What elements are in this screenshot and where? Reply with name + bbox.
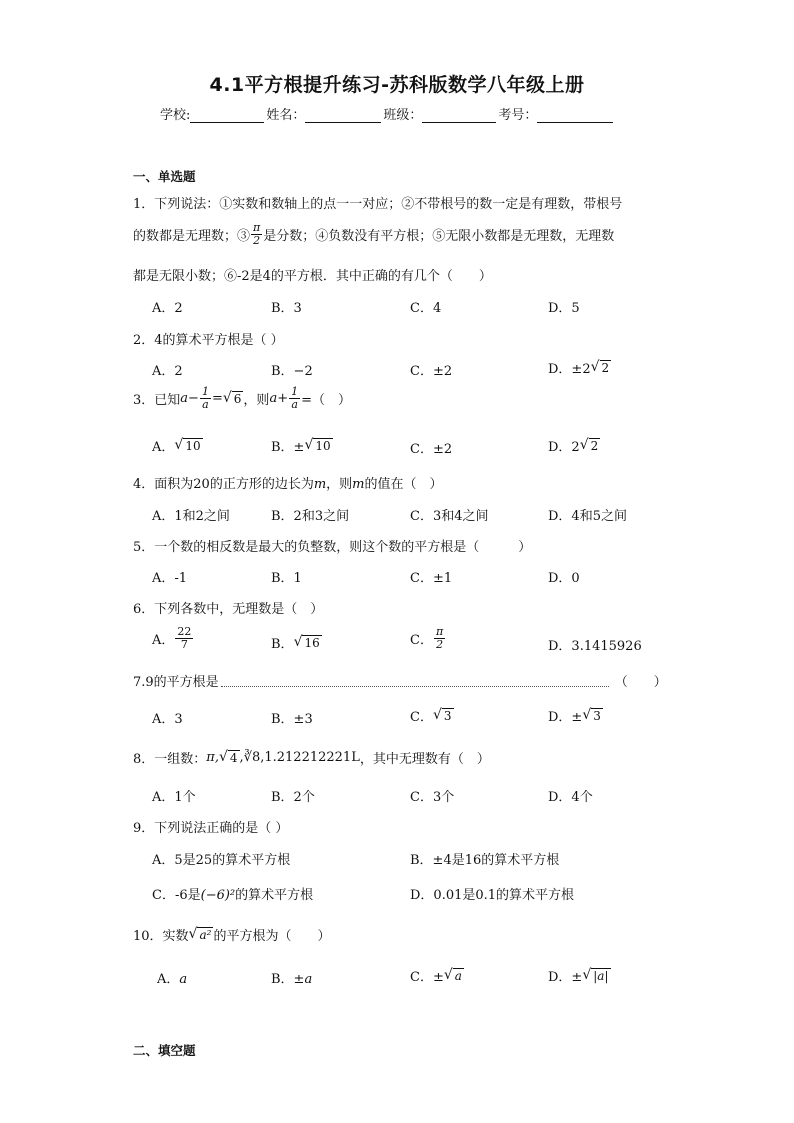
radicand: 10 — [185, 439, 201, 453]
radicand: 4 — [229, 751, 238, 765]
option-label: C．-6是 — [152, 888, 201, 903]
q3-text: =（ ） — [301, 393, 352, 408]
school-blank[interactable] — [190, 108, 264, 123]
q10-text: 10．实数 — [133, 929, 189, 944]
q9-option-b[interactable]: B．±4是16的算术平方根 — [410, 853, 560, 868]
sqrt: √ |a| — [582, 967, 609, 983]
q6-option-c[interactable] — [410, 626, 446, 651]
q3-option-b[interactable] — [271, 436, 333, 455]
option-label: B． — [271, 637, 294, 652]
option-label: C． — [410, 710, 433, 725]
radicand: 10 — [315, 439, 331, 453]
q1-option-a[interactable]: A．2 — [152, 301, 183, 316]
q3-option-a[interactable] — [152, 436, 203, 455]
q1-option-b[interactable]: B．3 — [271, 301, 302, 316]
frac-numerator: 1 — [291, 385, 299, 398]
option-label: B．± — [271, 440, 305, 455]
q3-text: ，则 — [243, 393, 270, 408]
q1-text: 是分数；④负数没有平方根；⑤无限小数都是无理数，无理数 — [263, 229, 615, 244]
q8-text: 8．一组数： — [133, 752, 207, 767]
option-text: 的算术平方根 — [235, 888, 314, 903]
option-label: C． — [410, 633, 433, 648]
var-m: m — [313, 477, 327, 492]
number-blank[interactable] — [537, 108, 613, 123]
option-label: C．± — [410, 970, 444, 985]
q1-fraction — [251, 222, 262, 247]
q7-text: 7.9的平方根是 — [133, 675, 219, 690]
seq-rest: ,∛8,1.212212221L — [239, 750, 360, 765]
sqrt: √ 2 — [579, 437, 599, 453]
section-heading-fill-blank: 二、填空题 — [133, 1043, 196, 1058]
sqrt: √ 10 — [174, 437, 201, 453]
q8-text: ，其中无理数有（ ） — [359, 752, 490, 767]
q10-text: 的平方根为（ ） — [213, 929, 331, 944]
school-label: 学校: — [160, 108, 191, 123]
q8-stem — [133, 748, 490, 767]
q8-option-b[interactable]: B．2个 — [271, 790, 315, 805]
q2-option-d[interactable] — [548, 358, 611, 377]
q6-stem: 6．下列各数中，无理数是（ ） — [133, 602, 324, 617]
q2-option-c[interactable]: C．±2 — [410, 364, 453, 379]
q7-option-b[interactable]: B．±3 — [271, 712, 313, 727]
q8-option-c[interactable]: C．3个 — [410, 790, 455, 805]
q10-option-b[interactable] — [271, 968, 312, 987]
q5-option-a[interactable]: A．-1 — [152, 571, 188, 586]
q9-stem: 9．下列说法正确的是（ ） — [133, 821, 289, 836]
seq-pi: π, — [206, 750, 219, 765]
class-blank[interactable] — [422, 108, 496, 123]
name-label: 姓名： — [266, 108, 306, 123]
frac-numerator: 1 — [201, 385, 209, 398]
q5-option-b[interactable]: B．1 — [271, 571, 302, 586]
section-heading-single-choice: 一、单选题 — [133, 169, 196, 184]
q10-option-d[interactable] — [548, 966, 611, 985]
q8-option-a[interactable]: A．1个 — [152, 790, 196, 805]
answer-paren: （ ） — [614, 675, 667, 690]
option-label: D．2 — [548, 440, 580, 455]
q4-stem — [133, 473, 443, 492]
radicand: |a| — [593, 969, 609, 983]
plus-sign: + — [277, 391, 289, 406]
var-a: a — [304, 972, 313, 987]
frac-denominator: 2 — [436, 638, 444, 651]
sqrt: √ a² — [188, 926, 212, 942]
q10-stem — [133, 925, 330, 944]
option-label: D．± — [548, 710, 583, 725]
q5-option-d[interactable]: D．0 — [548, 571, 580, 586]
q1-line-3: 都是无限小数；⑥-2是4的平方根．其中正确的有几个（ ） — [133, 269, 492, 284]
q3-stem — [133, 386, 351, 411]
equals-sign: = — [211, 391, 223, 406]
q1-line-1: 1．下列说法：①实数和数轴上的点一一对应；②不带根号的数一定是有理数，带根号 — [133, 197, 623, 212]
number-label: 考号： — [498, 108, 538, 123]
q3-text: 3．已知 — [133, 393, 181, 408]
frac-numerator: 22 — [177, 625, 192, 638]
q5-option-c[interactable]: C．±1 — [410, 571, 453, 586]
q4-option-c[interactable]: C．3和4之间 — [410, 509, 489, 524]
q7-option-a[interactable]: A．3 — [152, 712, 183, 727]
q4-text: 的值在（ ） — [364, 477, 443, 492]
class-label: 班级： — [383, 108, 423, 123]
option-label: A． — [152, 440, 175, 455]
q1-line-2 — [133, 222, 614, 247]
radicand: a² — [199, 928, 212, 942]
q10-option-c[interactable] — [410, 966, 464, 985]
sqrt: √ 10 — [304, 437, 331, 453]
q10-option-a[interactable] — [157, 968, 187, 987]
q4-option-d[interactable]: D．4和5之间 — [548, 509, 627, 524]
option-label: D．±2 — [548, 362, 591, 377]
q2-option-b[interactable]: B．−2 — [271, 364, 313, 379]
q3-option-d[interactable] — [548, 436, 600, 455]
var-m: m — [352, 477, 365, 492]
radicand: 3 — [443, 709, 452, 723]
expr: (−6)² — [200, 888, 236, 903]
q4-text: 4．面积为20的正方形的边长为 — [133, 477, 314, 492]
q7-option-c[interactable] — [410, 706, 454, 725]
radicand: 2 — [590, 439, 599, 453]
radicand: 2 — [601, 361, 610, 375]
q9-option-a[interactable]: A．5是25的算术平方根 — [152, 853, 291, 868]
sqrt: √ 16 — [293, 634, 320, 650]
q4-option-a[interactable]: A．1和2之间 — [152, 509, 230, 524]
var-a: a — [180, 391, 189, 406]
minus-sign: − — [188, 391, 199, 406]
frac-numerator: π — [253, 221, 261, 234]
q6-option-d[interactable]: D．3.1415926 — [548, 639, 642, 654]
radicand: a — [454, 969, 462, 983]
name-blank[interactable] — [305, 108, 381, 123]
q6-option-a[interactable] — [152, 626, 194, 651]
q1-option-d[interactable]: D．5 — [548, 301, 580, 316]
q7-option-d[interactable] — [548, 706, 603, 725]
q2-stem: 2．4的算术平方根是（ ） — [133, 333, 284, 348]
option-label: B．± — [271, 972, 305, 987]
q8-option-d[interactable]: D．4个 — [548, 790, 593, 805]
radicand: 16 — [304, 636, 320, 650]
sqrt: √ 2 — [590, 359, 610, 375]
q3-option-c[interactable]: C．±2 — [410, 442, 453, 457]
page-title: 4.1平方根提升练习-苏科版数学八年级上册 — [209, 74, 585, 96]
q9-option-d[interactable]: D．0.01是0.1的算术平方根 — [410, 888, 575, 903]
q3-fraction — [200, 386, 211, 411]
radicand: 3 — [593, 709, 601, 723]
var-a: a — [269, 391, 278, 406]
frac-denominator: 7 — [180, 638, 188, 651]
q7-stem — [133, 671, 667, 690]
q4-text: ，则 — [326, 477, 353, 492]
fraction — [175, 626, 193, 651]
q4-option-b[interactable]: B．2和3之间 — [271, 509, 350, 524]
frac-denominator: a — [202, 398, 209, 411]
q2-option-a[interactable]: A．2 — [152, 364, 183, 379]
sqrt: √ 6 — [222, 390, 242, 406]
option-label: A． — [152, 633, 175, 648]
sqrt: √ a — [443, 967, 462, 983]
radicand: 6 — [233, 392, 242, 406]
student-info-line — [160, 104, 615, 123]
sqrt: √ 3 — [432, 707, 452, 723]
q1-text: 的数都是无理数；③ — [133, 229, 251, 244]
option-label: A． — [157, 972, 180, 987]
frac-numerator: π — [435, 625, 444, 638]
sqrt: √ 4 — [218, 749, 238, 765]
q6-option-b[interactable] — [271, 633, 322, 652]
dotted-leader — [221, 686, 609, 687]
frac-denominator: a — [291, 398, 298, 411]
frac-denominator: 2 — [253, 234, 261, 247]
var-a: a — [179, 972, 188, 987]
q5-stem: 5．一个数的相反数是最大的负整数，则这个数的平方根是（ ） — [133, 540, 532, 555]
option-label: D．± — [548, 970, 583, 985]
sqrt: √ 3 — [582, 707, 601, 723]
q3-fraction — [289, 386, 300, 411]
q1-option-c[interactable]: C．4 — [410, 301, 442, 316]
q9-option-c[interactable] — [152, 884, 313, 903]
fraction — [434, 626, 445, 651]
